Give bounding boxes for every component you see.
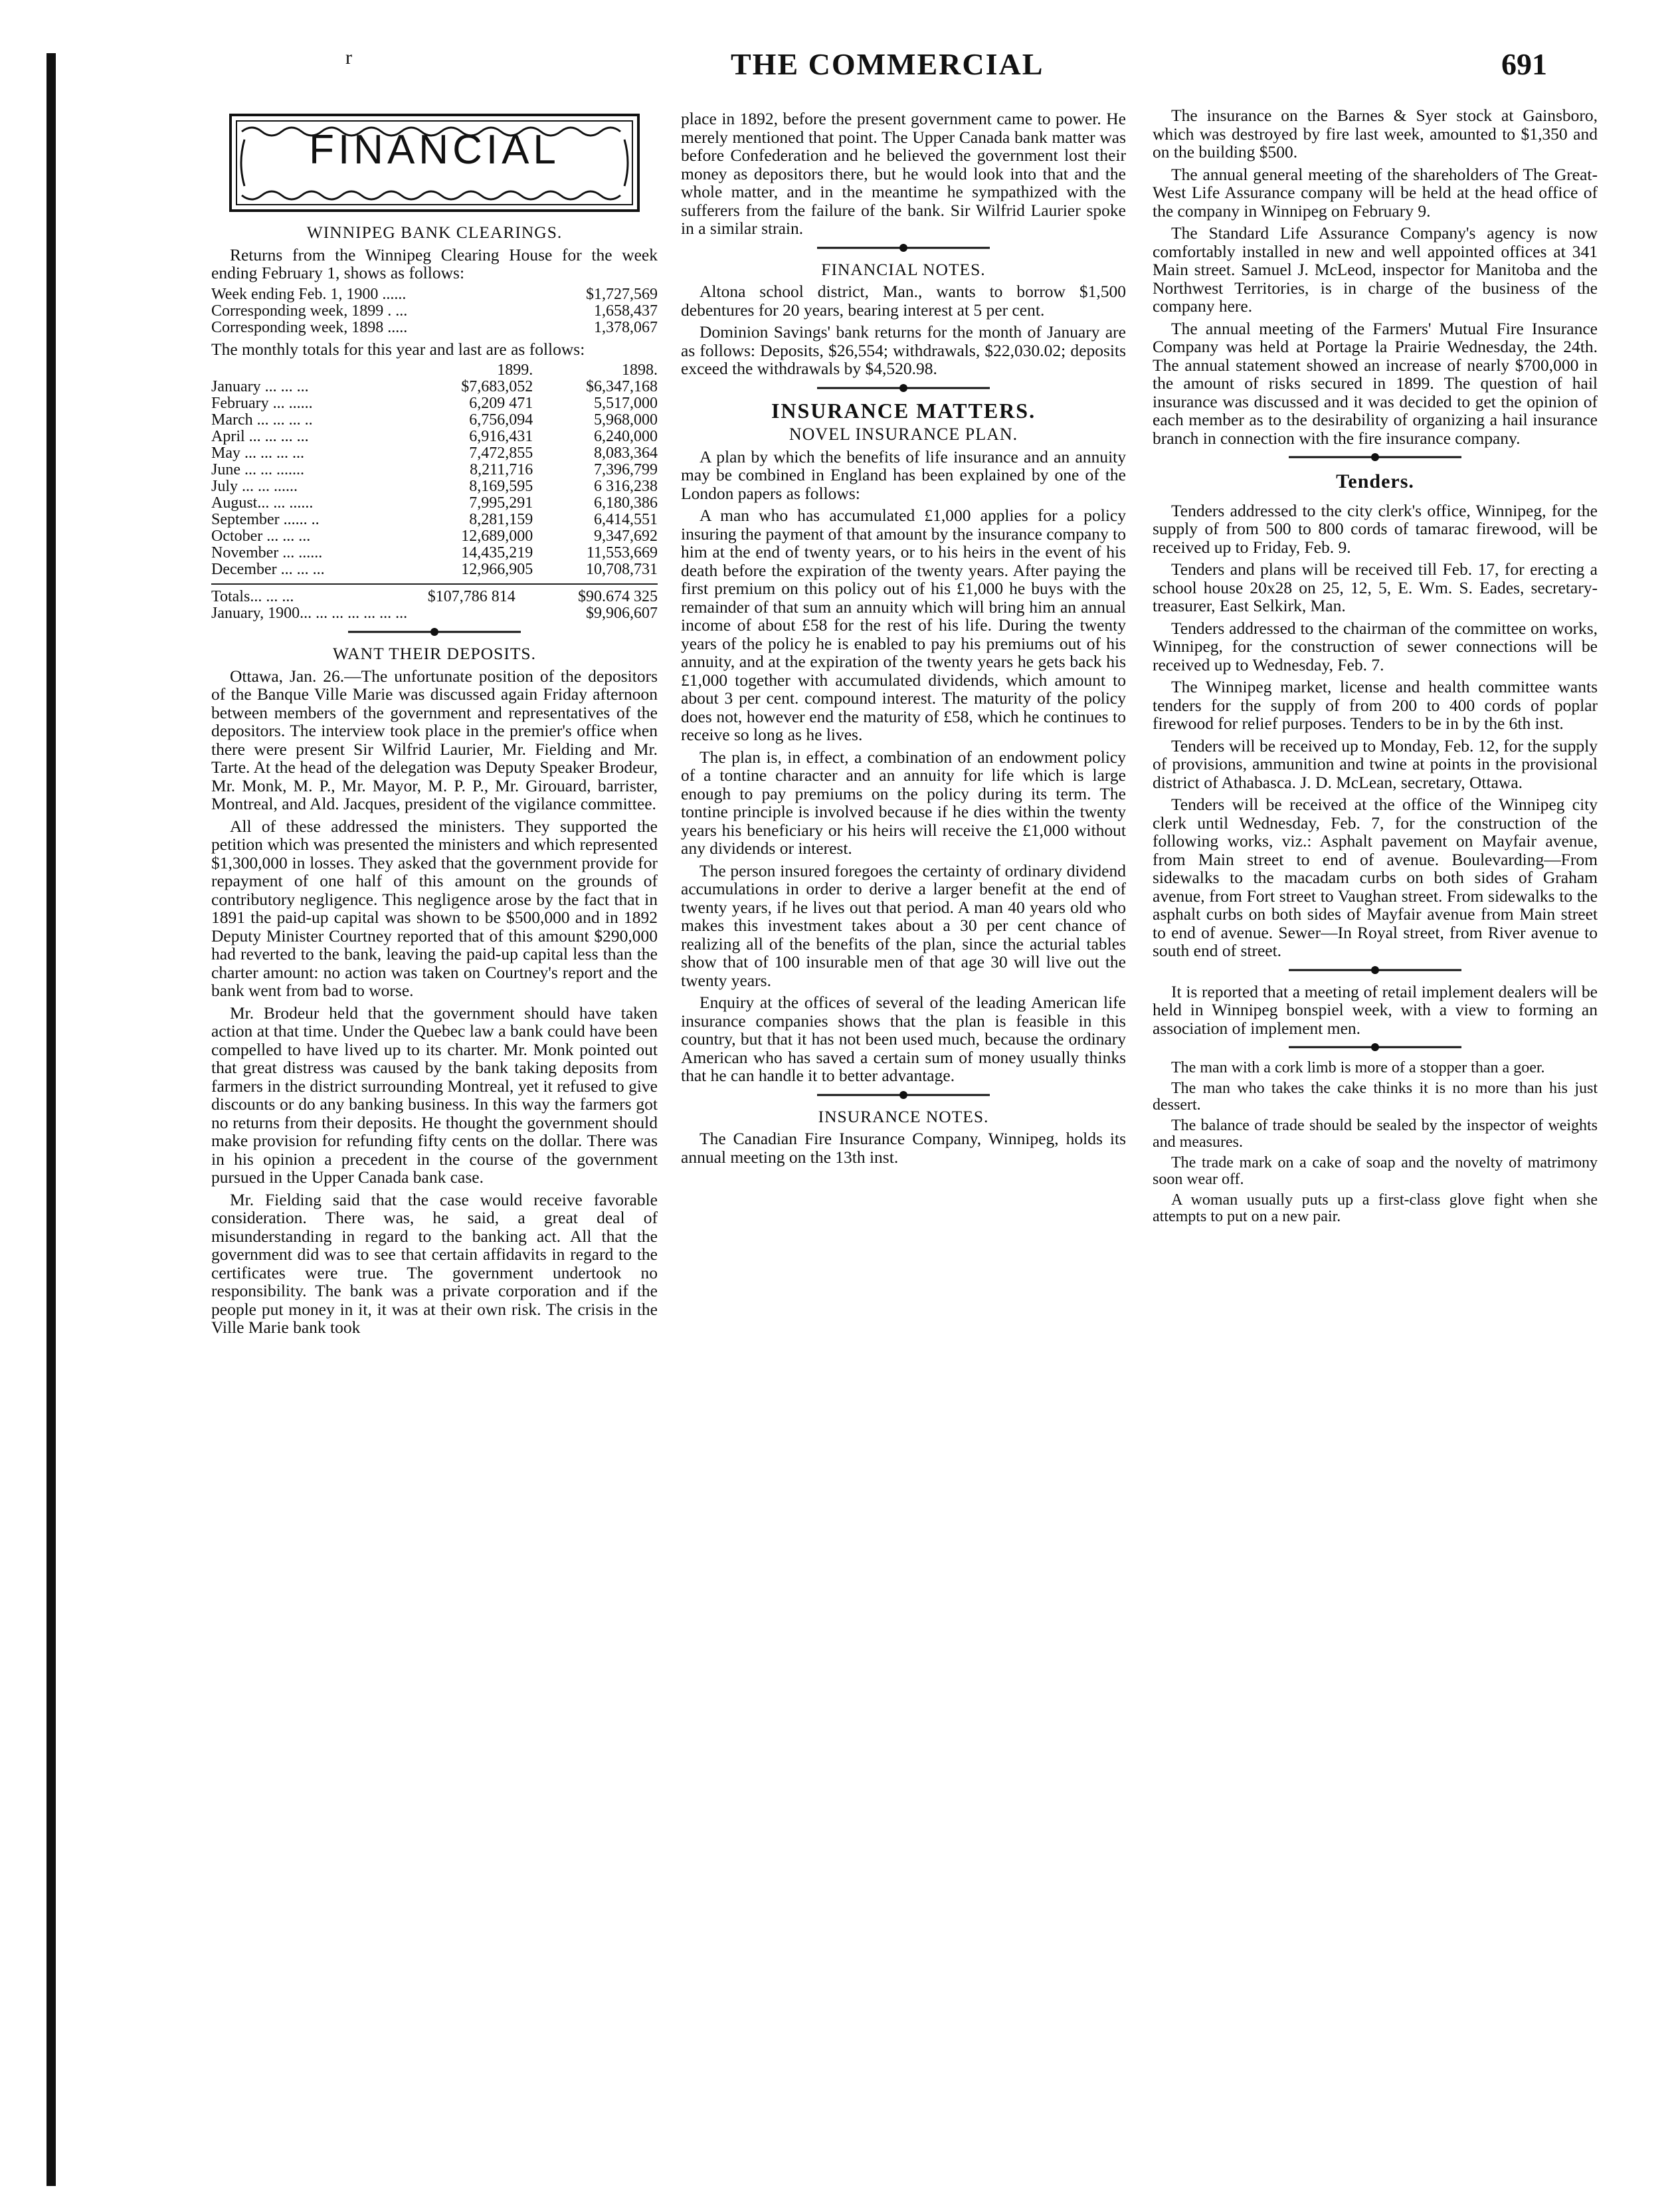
value-1899: 8,169,595	[469, 478, 533, 495]
table-header-row	[211, 362, 658, 379]
row-value: 1,378,067	[594, 318, 658, 336]
table-row	[211, 478, 658, 495]
row-label: Corresponding week, 1898 .....	[211, 318, 408, 336]
paragraph: The plan is, in effect, a combination of an endowment policy of a tontine character and an annuity for life which is large enough to pay premiums on the policy during its term. The tontine principle is involved because if he dies within the twenty years his beneficiary or his heirs will receive the £1,000 without any dividends or interest.	[681, 747, 1126, 858]
novel-plan-heading: NOVEL INSURANCE PLAN.	[789, 425, 1018, 444]
month-label: September ...... ..	[211, 511, 320, 528]
section-divider	[348, 626, 521, 638]
month-label: February ... ......	[211, 395, 313, 412]
table-row	[211, 303, 658, 320]
financial-notes-heading: FINANCIAL NOTES.	[821, 259, 986, 279]
paragraph: The annual meeting of the Farmers' Mutual Fire Insurance Company was held at Portage la Prairie Wednesday, the 24th. The annual statement showed an increase of nearly $700,000 in the amount of risks secured in 1899. The question of hail insurance was discussed and it was decided to get the opinion of each member as to the desirability of organizing a hail insurance branch in connection with the fire insurance company.	[1153, 318, 1598, 448]
paragraph: The annual general meeting of the shareholders of The Great-West Life Assurance company will be held at the head office of the company in Winnipeg on February 9.	[1153, 164, 1598, 221]
month-label: July ... ... ......	[211, 478, 298, 495]
totals-1898: $90.674 325	[578, 588, 658, 605]
jest-paragraph: The trade mark on a cake of soap and the novelty of matrimony soon wear off.	[1153, 1154, 1598, 1188]
section-divider	[1289, 1041, 1461, 1053]
paragraph: The Standard Life Assurance Company's agency is now comfortably installed in new and well appointed offices at 341 Main street. Samuel J. McLeod, inspector for Manitoba and the Northwest Territories, is in charge of the business of the company here.	[1153, 223, 1598, 316]
value-1899: 8,211,716	[470, 461, 533, 478]
table-row	[211, 528, 658, 545]
value-1898: 6,180,386	[594, 494, 658, 512]
column-1	[211, 106, 658, 1341]
value-1899: 6,209 471	[469, 395, 533, 412]
paragraph: The insurance on the Barnes & Syer stock at Gainsboro, which was destroyed by fire last week, amounted to $1,350 and on the building $500.	[1153, 106, 1598, 161]
banner-title: FINANCIAL	[309, 127, 560, 173]
financial-banner	[229, 113, 640, 213]
clearings-intro: Returns from the Winnipeg Clearing House for the week ending February 1, shows as follows:	[211, 245, 658, 282]
value-1899: 14,435,219	[461, 544, 533, 561]
section-divider	[1289, 964, 1461, 976]
value-1899: 7,995,291	[469, 494, 533, 512]
value-1899: 12,689,000	[461, 528, 533, 545]
deposits-heading: WANT THEIR DEPOSITS.	[333, 644, 536, 663]
value-1898: 11,553,669	[586, 544, 658, 561]
table-row	[211, 320, 658, 336]
month-label: March ... ... ... ..	[211, 411, 313, 429]
section-divider	[817, 1089, 990, 1101]
row-value: 1,658,437	[594, 302, 658, 320]
insurance-notes-heading: INSURANCE NOTES.	[818, 1106, 989, 1126]
column-2	[681, 110, 1126, 1170]
paragraph: Tenders will be received at the office of the Winnipeg city clerk until Wednesday, Feb. 7, for the construction of the following works, viz.: Asphalt pavement on Mayfair avenue, from Main street to end of avenue. Boulevarding—From sidewalks to the macadam curbs on both sides of Graham avenue, from Fort street to Vaughan street. From sidewalks to the asphalt curbs on both sides of Mayfair avenue from Main street to end of avenue. Sewer—In Royal street, from River avenue to south end of street.	[1153, 795, 1598, 960]
value-1898: 9,347,692	[594, 528, 658, 545]
paragraph: A plan by which the benefits of life insurance and an annuity may be combined in England has been explained by one of the London papers as follows:	[681, 447, 1126, 503]
section-divider	[817, 382, 990, 394]
january-label: January, 1900... ... ... ... ... ... ...	[211, 605, 408, 622]
paragraph: A man who has accumulated £1,000 applies for a policy insuring the payment of that amount by the insurance company to him at the end of twenty years, or to his heirs in the event of his death before the expiration of the twenty years. After paying the first premium on this policy out of his £1,000 he buys with the remainder of that sum an annuity which will bring him an annual income of about £58 for the rest of his life. During the twenty years of the policy he is enabled to pay his premiums out of his annuity, and at the expiration of the twenty years he gets back his £1,000 together with accumulated dividends, which amount to about 3 per cent. compound interest. The maturity of the policy does not, however end the maturity of £58, which he continues to receive so long as he lives.	[681, 506, 1126, 744]
running-head	[0, 47, 1680, 86]
paragraph: Tenders addressed to the city clerk's office, Winnipeg, for the supply of from 500 to 800 cords of tamarac firewood, will be received up to Friday, Feb. 9.	[1153, 500, 1598, 557]
paragraph: The Canadian Fire Insurance Company, Winnipeg, holds its annual meeting on the 13th inst.	[681, 1129, 1126, 1167]
row-label: Corresponding week, 1899 . ...	[211, 302, 408, 320]
value-1898: 6,414,551	[594, 511, 658, 528]
jest-paragraph: The man with a cork limb is more of a stopper than a goer.	[1171, 1059, 1545, 1076]
column-3	[1153, 106, 1598, 1229]
weekly-clearings-table	[211, 286, 658, 336]
january-table	[211, 605, 658, 622]
column-header-1899: 1899.	[497, 361, 533, 379]
row-value: $1,727,569	[586, 285, 658, 303]
insurance-matters-heading: INSURANCE MATTERS.	[771, 398, 1036, 423]
paragraph: All of these addressed the ministers. They supported the petition which was presented the ministers and which represented $1,300,000 in losses. They asked that the government provide for repayment of one half of this amount on the grounds of contributory negligence. This negligence arose by the fact that in 1891 the paid-up capital was shown to be $500,000 and in 1892 Deputy Minister Courtney reported that of this amount $290,000 had reverted to the bank, leaving the paid-up capital less than the charter amount: no action was taken on Courtney's report and the bank went from bad to worse.	[211, 816, 658, 1000]
table-row	[211, 462, 658, 478]
totals-1899: $107,786 814	[427, 588, 515, 605]
paragraph: Enquiry at the offices of several of the leading American life insurance companies shows that the plan is feasible in this country, but that it has not been used much, because the ordinary American who has saved a certain sum of money usually thinks that he can handle it to better advantage.	[681, 993, 1126, 1085]
month-label: October ... ... ...	[211, 528, 311, 545]
value-1898: 5,517,000	[594, 395, 658, 412]
paragraph: The Winnipeg market, license and health committee wants tenders for the supply of from 200 to 400 cords of poplar firewood for relief purposes. Tenders to be in by the 6th inst.	[1153, 677, 1598, 733]
value-1898: 7,396,799	[594, 461, 658, 478]
row-label: Week ending Feb. 1, 1900 ......	[211, 285, 407, 303]
paragraph: Tenders will be received up to Monday, Feb. 12, for the supply of provisions, ammunition and twine at points in the provisional district of Athabasca. J. D. McLean, secretary, Ottawa.	[1153, 736, 1598, 792]
section-divider	[817, 242, 990, 254]
column-header-1898: 1898.	[622, 361, 658, 379]
tenders-heading: Tenders.	[1336, 470, 1414, 492]
january-value: $9,906,607	[586, 605, 658, 622]
value-1899: 12,966,905	[461, 561, 533, 578]
month-label: May ... ... ... ...	[211, 445, 304, 462]
month-label: January ... ... ...	[211, 378, 309, 395]
paragraph: Mr. Brodeur held that the government should have taken action at that time. Under the Quebec law a bank could have been compelled to have lived up to its charter. Mr. Monk pointed out that great distress was caused by the bank taking deposits from farmers in the district surrounding Montreal, yet it refused to give discounts or do any banking business. In this way the farmers got no returns from their deposits. He thought the government should make provision for refunding fifty cents on the dollar. There was in his opinion a precedent in the course of the government pursued in the Upper Canada bank case.	[211, 1003, 658, 1187]
table-row	[211, 545, 658, 561]
table-row	[211, 429, 658, 445]
month-label: June ... ... .......	[211, 461, 304, 478]
totals-rule	[211, 583, 658, 585]
header-mark: r	[345, 47, 352, 68]
value-1898: 5,968,000	[594, 411, 658, 429]
jest-paragraph: The balance of trade should be sealed by the inspector of weights and measures.	[1153, 1117, 1598, 1151]
paragraph: The person insured foregoes the certainty of ordinary dividend accumulations in order to derive a larger benefit at the end of twenty years, if he lives out that period. A man 40 years old who makes this investment takes about a 30 per cent chance of realizing all of the benefits of the plan, since the acturial tables show that of 100 insurable men of that age 30 will live out the twenty years.	[681, 860, 1126, 990]
value-1899: 6,916,431	[469, 428, 533, 445]
clearings-heading: WINNIPEG BANK CLEARINGS.	[306, 223, 563, 242]
paragraph: It is reported that a meeting of retail implement dealers will be held in Winnipeg bonspiel week, with a view to forming an association of implement men.	[1153, 981, 1598, 1038]
monthly-intro: The monthly totals for this year and last are as follows:	[211, 339, 585, 359]
month-label: December ... ... ...	[211, 561, 325, 578]
table-row	[211, 412, 658, 429]
value-1898: $6,347,168	[586, 378, 658, 395]
monthly-totals-table	[211, 362, 658, 578]
value-1898: 6 316,238	[594, 478, 658, 495]
paragraph: Altona school district, Man., wants to borrow $1,500 debentures for 20 years, bearing interest at 5 per cent.	[681, 282, 1126, 320]
table-row	[211, 379, 658, 395]
table-row	[211, 286, 658, 303]
totals-table	[211, 589, 658, 605]
value-1899: $7,683,052	[461, 378, 533, 395]
paragraph: Dominion Savings' bank returns for the month of January are as follows: Deposits, $26,554; withdrawals, $22,030.02; deposits exceed the withdrawals by $4,520.98.	[681, 322, 1126, 378]
value-1899: 8,281,159	[469, 511, 533, 528]
value-1898: 10,708,731	[586, 561, 658, 578]
jest-paragraph: The man who takes the cake thinks it is no more than his just dessert.	[1153, 1080, 1598, 1114]
month-label: November ... ......	[211, 544, 323, 561]
table-row	[211, 445, 658, 462]
table-row	[211, 561, 658, 578]
value-1899: 6,756,094	[469, 411, 533, 429]
paragraph: Tenders and plans will be received till Feb. 17, for erecting a school house 20x28 on 25, 12, 5, E. Wm. S. Eades, secretary-treasurer, East Selkirk, Man.	[1153, 559, 1598, 615]
value-1898: 8,083,364	[594, 445, 658, 462]
paragraph: Tenders addressed to the chairman of the committee on works, Winnipeg, for the construction of sewer connections will be received up to Wednesday, Feb. 7.	[1153, 618, 1598, 674]
table-row	[211, 589, 658, 605]
totals-label: Totals... ... ...	[211, 588, 294, 605]
value-1899: 7,472,855	[469, 445, 533, 462]
table-row	[211, 495, 658, 512]
paragraph: place in 1892, before the present government came to power. He merely mentioned that point. The Upper Canada bank matter was before Confederation and he believed the government lost their money as depositors there, but he would look into that and the whole matter, and in the meantime he sympathized with the sufferers from the failure of the bank. Sir Wilfrid Laurier spoke in a similar strain.	[681, 109, 1126, 238]
table-row	[211, 395, 658, 412]
paragraph: Mr. Fielding said that the case would receive favorable consideration. There was, he said, a great deal of misunderstanding in regard to the banking act. All that the government did was to see that certain affidavits in regard to the certificates were true. The government undertook no responsibility. The bank was a private corporation and if the people put money in it, it was at their own risk. The crisis in the Ville Marie bank took	[211, 1189, 658, 1337]
section-divider	[1289, 451, 1461, 463]
table-row	[211, 605, 658, 622]
paragraph: Ottawa, Jan. 26.—The unfortunate position of the depositors of the Banque Ville Marie was discussed again Friday afternoon between members of the government and representatives of the depositors. The interview took place in the premier's office when there were present Sir Wilfrid Laurier, Mr. Fielding and Mr. Tarte. At the head of the delegation was Deputy Speaker Brodeur, Mr. Monk, M. P., Mr. Mayor, M. P. P., Mr. Girouard, barrister, Montreal, and Ald. Jacques, president of the vigilance committee.	[211, 666, 658, 813]
value-1898: 6,240,000	[594, 428, 658, 445]
publication-title: THE COMMERCIAL	[731, 47, 1044, 81]
table-row	[211, 512, 658, 528]
left-margin-rule	[47, 53, 56, 2186]
page-number: 691	[1501, 47, 1547, 81]
month-label: April ... ... ... ...	[211, 428, 309, 445]
jest-paragraph: A woman usually puts up a first-class glove fight when she attempts to put on a new pair.	[1153, 1191, 1598, 1225]
month-label: August... ... ......	[211, 494, 314, 512]
